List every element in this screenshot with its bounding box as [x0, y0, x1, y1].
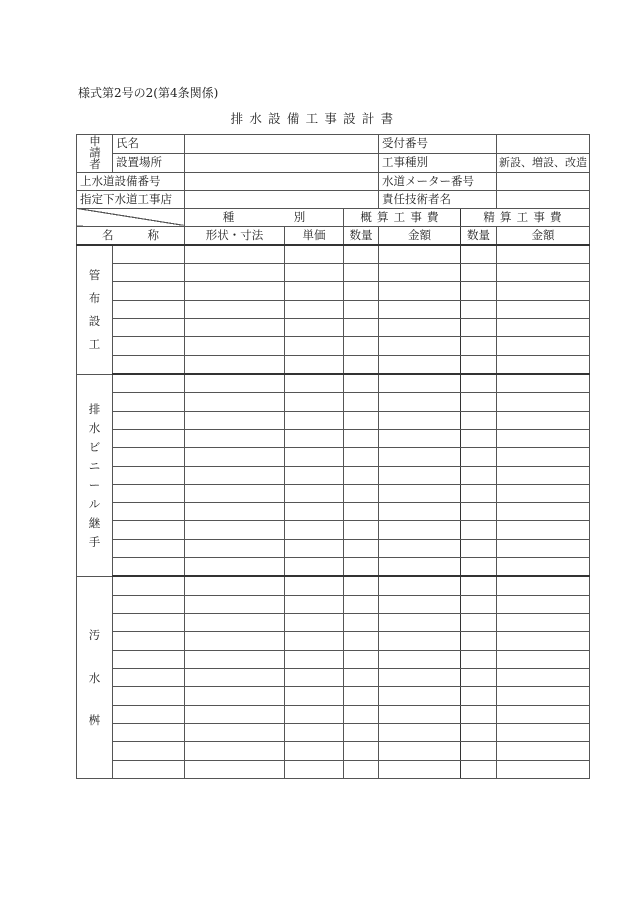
estimate-quantity-cell[interactable] — [344, 337, 379, 355]
unit-price-cell[interactable] — [285, 355, 344, 374]
item-name-cell[interactable] — [113, 521, 185, 539]
meter-no-label: 水道メーター番号 — [379, 172, 497, 190]
shape-size-cell[interactable] — [185, 650, 285, 668]
estimate-quantity-cell[interactable] — [344, 650, 379, 668]
estimate-amount-cell[interactable] — [379, 484, 461, 502]
applicant-label — [77, 135, 113, 173]
shape-size-cell[interactable] — [185, 576, 285, 595]
work-type-label: 工事種別 — [379, 153, 497, 172]
receipt-no-label: 受付番号 — [379, 135, 497, 154]
settlement-quantity-cell[interactable] — [461, 411, 497, 429]
estimate-amount-cell[interactable] — [379, 411, 461, 429]
group-label-char: 継 — [88, 515, 101, 530]
estimate-amount-cell[interactable] — [379, 300, 461, 318]
estimate-amount-cell[interactable] — [379, 705, 461, 723]
item-row — [77, 355, 590, 374]
estimate-amount-cell[interactable] — [379, 521, 461, 539]
settlement-amount-cell[interactable] — [497, 760, 590, 778]
estimate-amount-cell[interactable] — [379, 393, 461, 411]
unit-price-cell[interactable] — [285, 411, 344, 429]
estimate-quantity-header: 数量 — [344, 226, 379, 245]
shape-size-cell[interactable] — [185, 282, 285, 300]
group-label-char: 布 — [88, 291, 101, 306]
settlement-amount-cell[interactable] — [497, 466, 590, 484]
estimate-quantity-cell[interactable] — [344, 245, 379, 264]
item-row — [77, 429, 590, 447]
group-label-char: 水 — [88, 420, 101, 435]
unit-price-cell[interactable] — [285, 705, 344, 723]
name-col-header — [77, 226, 185, 245]
estimate-amount-cell[interactable] — [379, 760, 461, 778]
settlement-amount-header: 金額 — [497, 226, 590, 245]
item-name-cell[interactable] — [113, 448, 185, 466]
settlement-quantity-cell[interactable] — [461, 760, 497, 778]
contractor-field[interactable] — [185, 190, 379, 208]
settlement-amount-cell[interactable] — [497, 282, 590, 300]
item-row — [77, 614, 590, 632]
shape-size-cell[interactable] — [185, 557, 285, 576]
shape-size-cell[interactable] — [185, 448, 285, 466]
item-row — [77, 503, 590, 521]
item-name-cell[interactable] — [113, 355, 185, 374]
applicant-text: 申請者 — [88, 135, 102, 170]
design-form-table — [76, 134, 590, 779]
item-name-cell[interactable] — [113, 632, 185, 650]
settlement-quantity-cell[interactable] — [461, 466, 497, 484]
estimate-quantity-cell[interactable] — [344, 318, 379, 336]
unit-price-cell[interactable] — [285, 245, 344, 264]
unit-price-cell[interactable] — [285, 393, 344, 411]
estimate-amount-cell[interactable] — [379, 539, 461, 557]
shape-size-cell[interactable] — [185, 521, 285, 539]
settlement-amount-cell[interactable] — [497, 411, 590, 429]
category-header — [185, 208, 344, 226]
group-label-char: 汚 — [88, 627, 101, 642]
item-row — [77, 466, 590, 484]
shape-size-cell[interactable] — [185, 724, 285, 742]
shape-size-cell[interactable] — [185, 411, 285, 429]
settlement-amount-cell[interactable] — [497, 687, 590, 705]
settlement-amount-cell[interactable] — [497, 595, 590, 613]
shape-size-cell[interactable] — [185, 669, 285, 687]
estimate-quantity-cell[interactable] — [344, 632, 379, 650]
estimate-amount-cell[interactable] — [379, 245, 461, 264]
unit-price-cell[interactable] — [285, 632, 344, 650]
estimate-quantity-cell[interactable] — [344, 484, 379, 502]
estimate-quantity-cell[interactable] — [344, 705, 379, 723]
item-name-cell[interactable] — [113, 557, 185, 576]
estimate-amount-cell[interactable] — [379, 374, 461, 393]
settlement-quantity-cell[interactable] — [461, 318, 497, 336]
estimate-quantity-cell[interactable] — [344, 760, 379, 778]
engineer-label: 責任技術者名 — [379, 190, 497, 208]
shape-size-cell[interactable] — [185, 595, 285, 613]
group-label-char: 水 — [88, 670, 101, 685]
item-row — [77, 448, 590, 466]
settlement-quantity-cell[interactable] — [461, 687, 497, 705]
item-name-cell[interactable] — [113, 614, 185, 632]
settlement-quantity-cell[interactable] — [461, 724, 497, 742]
name-field[interactable] — [185, 135, 379, 154]
item-name-cell[interactable] — [113, 503, 185, 521]
estimate-amount-cell[interactable] — [379, 742, 461, 760]
item-name-cell[interactable] — [113, 429, 185, 447]
estimate-amount-cell[interactable] — [379, 282, 461, 300]
settlement-quantity-cell[interactable] — [461, 245, 497, 264]
item-row — [77, 724, 590, 742]
item-name-cell[interactable] — [113, 374, 185, 393]
item-row — [77, 687, 590, 705]
shape-size-cell[interactable] — [185, 337, 285, 355]
estimate-quantity-cell[interactable] — [344, 724, 379, 742]
shape-size-cell[interactable] — [185, 705, 285, 723]
settlement-amount-cell[interactable] — [497, 374, 590, 393]
estimate-quantity-cell[interactable] — [344, 614, 379, 632]
group-label-char: 排 — [88, 401, 101, 416]
unit-price-cell[interactable] — [285, 557, 344, 576]
estimate-amount-cell[interactable] — [379, 576, 461, 595]
item-name-cell[interactable] — [113, 595, 185, 613]
settlement-quantity-cell[interactable] — [461, 393, 497, 411]
settlement-quantity-cell[interactable] — [461, 539, 497, 557]
contractor-label: 指定下水道工事店 — [77, 190, 185, 208]
estimate-amount-header: 金額 — [379, 226, 461, 245]
estimate-amount-cell[interactable] — [379, 337, 461, 355]
item-row — [77, 669, 590, 687]
estimate-amount-cell[interactable] — [379, 318, 461, 336]
estimate-amount-cell[interactable] — [379, 669, 461, 687]
estimate-amount-cell[interactable] — [379, 614, 461, 632]
settlement-quantity-cell[interactable] — [461, 503, 497, 521]
group-label-char: 設 — [88, 313, 101, 328]
item-name-cell[interactable] — [113, 669, 185, 687]
group-label — [77, 245, 113, 375]
unit-price-cell[interactable] — [285, 337, 344, 355]
item-row — [77, 263, 590, 281]
settlement-amount-cell[interactable] — [497, 742, 590, 760]
item-row — [77, 484, 590, 502]
settlement-quantity-cell[interactable] — [461, 282, 497, 300]
estimate-quantity-cell[interactable] — [344, 742, 379, 760]
shape-size-cell[interactable] — [185, 632, 285, 650]
unit-price-cell[interactable] — [285, 650, 344, 668]
form-title: 排水設備工事設計書 — [230, 111, 400, 126]
estimate-quantity-cell[interactable] — [344, 687, 379, 705]
group-label-char: 工 — [88, 336, 101, 351]
settlement-quantity-cell[interactable] — [461, 614, 497, 632]
settlement-amount-cell[interactable] — [497, 669, 590, 687]
estimate-quantity-cell[interactable] — [344, 539, 379, 557]
shape-size-cell[interactable] — [185, 614, 285, 632]
settlement-amount-cell[interactable] — [497, 355, 590, 374]
estimate-quantity-cell[interactable] — [344, 429, 379, 447]
unit-price-cell[interactable] — [285, 484, 344, 502]
shape-size-header: 形状・寸法 — [185, 226, 285, 245]
engineer-field[interactable] — [497, 190, 590, 208]
settlement-amount-cell[interactable] — [497, 484, 590, 502]
item-row — [77, 539, 590, 557]
item-name-cell[interactable] — [113, 724, 185, 742]
name-col-header-b: 称 — [147, 227, 159, 242]
estimate-quantity-cell[interactable] — [344, 374, 379, 393]
settlement-quantity-cell[interactable] — [461, 650, 497, 668]
estimate-quantity-cell[interactable] — [344, 466, 379, 484]
group-label-char: 手 — [88, 534, 101, 549]
item-row — [77, 742, 590, 760]
location-label: 設置場所 — [113, 153, 185, 172]
estimate-amount-cell[interactable] — [379, 724, 461, 742]
shape-size-cell[interactable] — [185, 760, 285, 778]
item-row — [77, 282, 590, 300]
estimate-quantity-cell[interactable] — [344, 393, 379, 411]
water-facility-no-field[interactable] — [185, 172, 379, 190]
name-label: 氏名 — [113, 135, 185, 154]
unit-price-cell[interactable] — [285, 300, 344, 318]
shape-size-cell[interactable] — [185, 503, 285, 521]
item-row — [77, 650, 590, 668]
unit-price-cell[interactable] — [285, 576, 344, 595]
settlement-quantity-cell[interactable] — [461, 595, 497, 613]
settlement-quantity-cell[interactable] — [461, 355, 497, 374]
settlement-quantity-cell[interactable] — [461, 374, 497, 393]
item-row — [77, 318, 590, 336]
settlement-quantity-cell[interactable] — [461, 669, 497, 687]
settlement-quantity-header: 数量 — [461, 226, 497, 245]
settlement-amount-cell[interactable] — [497, 650, 590, 668]
settlement-quantity-cell[interactable] — [461, 705, 497, 723]
estimate-quantity-cell[interactable] — [344, 557, 379, 576]
settlement-quantity-cell[interactable] — [461, 448, 497, 466]
unit-price-cell[interactable] — [285, 374, 344, 393]
shape-size-cell[interactable] — [185, 263, 285, 281]
shape-size-cell[interactable] — [185, 742, 285, 760]
group-label-char: ル — [88, 496, 101, 511]
item-name-cell[interactable] — [113, 705, 185, 723]
estimate-amount-cell[interactable] — [379, 595, 461, 613]
estimate-amount-cell[interactable] — [379, 355, 461, 374]
unit-price-cell[interactable] — [285, 521, 344, 539]
location-field[interactable] — [185, 153, 379, 172]
group-label — [77, 576, 113, 778]
estimate-quantity-cell[interactable] — [344, 411, 379, 429]
estimate-quantity-cell[interactable] — [344, 300, 379, 318]
unit-price-cell[interactable] — [285, 742, 344, 760]
estimate-header: 概算工事費 — [344, 208, 461, 226]
estimate-quantity-cell[interactable] — [344, 263, 379, 281]
shape-size-cell[interactable] — [185, 429, 285, 447]
unit-price-cell[interactable] — [285, 669, 344, 687]
estimate-quantity-cell[interactable] — [344, 448, 379, 466]
unit-price-cell[interactable] — [285, 595, 344, 613]
receipt-no-field[interactable] — [497, 135, 590, 154]
settlement-amount-cell[interactable] — [497, 318, 590, 336]
unit-price-cell[interactable] — [285, 429, 344, 447]
unit-price-cell[interactable] — [285, 687, 344, 705]
settlement-amount-cell[interactable] — [497, 503, 590, 521]
item-row — [77, 393, 590, 411]
item-name-cell[interactable] — [113, 760, 185, 778]
settlement-amount-cell[interactable] — [497, 429, 590, 447]
item-row — [77, 595, 590, 613]
unit-price-cell[interactable] — [285, 282, 344, 300]
group-label-char: 桝 — [88, 713, 101, 728]
item-name-cell[interactable] — [113, 466, 185, 484]
settlement-amount-cell[interactable] — [497, 245, 590, 264]
group-label-char: ー — [88, 477, 101, 492]
unit-price-cell[interactable] — [285, 539, 344, 557]
item-name-cell[interactable] — [113, 393, 185, 411]
item-name-cell[interactable] — [113, 650, 185, 668]
shape-size-cell[interactable] — [185, 300, 285, 318]
form-code: 様式第2号の2(第4条関係) — [78, 86, 219, 100]
settlement-quantity-cell[interactable] — [461, 429, 497, 447]
item-name-cell[interactable] — [113, 742, 185, 760]
item-row — [77, 374, 590, 393]
settlement-quantity-cell[interactable] — [461, 484, 497, 502]
shape-size-cell[interactable] — [185, 484, 285, 502]
item-name-cell[interactable] — [113, 411, 185, 429]
settlement-header: 精算工事費 — [461, 208, 590, 226]
settlement-quantity-cell[interactable] — [461, 632, 497, 650]
item-name-cell[interactable] — [113, 263, 185, 281]
settlement-quantity-cell[interactable] — [461, 576, 497, 595]
settlement-quantity-cell[interactable] — [461, 521, 497, 539]
item-name-cell[interactable] — [113, 576, 185, 595]
settlement-amount-cell[interactable] — [497, 263, 590, 281]
item-name-cell[interactable] — [113, 245, 185, 264]
estimate-quantity-cell[interactable] — [344, 355, 379, 374]
item-row — [77, 300, 590, 318]
estimate-quantity-cell[interactable] — [344, 595, 379, 613]
estimate-quantity-cell[interactable] — [344, 521, 379, 539]
item-row — [77, 760, 590, 778]
unit-price-cell[interactable] — [285, 503, 344, 521]
group-label-char: 管 — [88, 268, 101, 283]
settlement-quantity-cell[interactable] — [461, 742, 497, 760]
estimate-quantity-cell[interactable] — [344, 669, 379, 687]
item-row — [77, 576, 590, 595]
item-name-cell[interactable] — [113, 539, 185, 557]
settlement-quantity-cell[interactable] — [461, 263, 497, 281]
unit-price-header: 単価 — [285, 226, 344, 245]
item-name-cell[interactable] — [113, 337, 185, 355]
item-name-cell[interactable] — [113, 318, 185, 336]
item-row — [77, 557, 590, 576]
category-header-b: 別 — [293, 209, 306, 224]
settlement-quantity-cell[interactable] — [461, 300, 497, 318]
settlement-amount-cell[interactable] — [497, 337, 590, 355]
unit-price-cell[interactable] — [285, 318, 344, 336]
settlement-amount-cell[interactable] — [497, 521, 590, 539]
estimate-amount-cell[interactable] — [379, 466, 461, 484]
estimate-amount-cell[interactable] — [379, 687, 461, 705]
item-row — [77, 705, 590, 723]
water-facility-no-label: 上水道設備番号 — [77, 172, 185, 190]
settlement-amount-cell[interactable] — [497, 632, 590, 650]
settlement-amount-cell[interactable] — [497, 393, 590, 411]
item-row — [77, 521, 590, 539]
name-col-header-a: 名 — [102, 227, 114, 242]
unit-price-cell[interactable] — [285, 614, 344, 632]
item-name-cell[interactable] — [113, 282, 185, 300]
shape-size-cell[interactable] — [185, 393, 285, 411]
settlement-amount-cell[interactable] — [497, 539, 590, 557]
settlement-amount-cell[interactable] — [497, 557, 590, 576]
shape-size-cell[interactable] — [185, 466, 285, 484]
unit-price-cell[interactable] — [285, 466, 344, 484]
group-label-char: ビ — [88, 439, 101, 454]
settlement-amount-cell[interactable] — [497, 724, 590, 742]
group-label — [77, 374, 113, 576]
item-name-cell[interactable] — [113, 300, 185, 318]
item-row — [77, 245, 590, 264]
unit-price-cell[interactable] — [285, 263, 344, 281]
estimate-quantity-cell[interactable] — [344, 282, 379, 300]
estimate-amount-cell[interactable] — [379, 632, 461, 650]
settlement-quantity-cell[interactable] — [461, 557, 497, 576]
item-name-cell[interactable] — [113, 484, 185, 502]
unit-price-cell[interactable] — [285, 724, 344, 742]
unit-price-cell[interactable] — [285, 760, 344, 778]
settlement-amount-cell[interactable] — [497, 300, 590, 318]
item-name-cell[interactable] — [113, 687, 185, 705]
estimate-amount-cell[interactable] — [379, 263, 461, 281]
estimate-amount-cell[interactable] — [379, 429, 461, 447]
estimate-amount-cell[interactable] — [379, 650, 461, 668]
settlement-amount-cell[interactable] — [497, 448, 590, 466]
estimate-quantity-cell[interactable] — [344, 503, 379, 521]
group-label-char: ニ — [88, 458, 101, 473]
unit-price-cell[interactable] — [285, 448, 344, 466]
item-row — [77, 632, 590, 650]
settlement-quantity-cell[interactable] — [461, 337, 497, 355]
shape-size-cell[interactable] — [185, 318, 285, 336]
estimate-amount-cell[interactable] — [379, 448, 461, 466]
item-row — [77, 337, 590, 355]
meter-no-field[interactable] — [497, 172, 590, 190]
shape-size-cell[interactable] — [185, 245, 285, 264]
category-header-a: 種 — [222, 209, 235, 224]
estimate-amount-cell[interactable] — [379, 503, 461, 521]
estimate-amount-cell[interactable] — [379, 557, 461, 576]
shape-size-cell[interactable] — [185, 539, 285, 557]
diagonal-header-cell — [77, 208, 185, 226]
shape-size-cell[interactable] — [185, 374, 285, 393]
shape-size-cell[interactable] — [185, 687, 285, 705]
shape-size-cell[interactable] — [185, 355, 285, 374]
settlement-amount-cell[interactable] — [497, 705, 590, 723]
work-type-options[interactable]: 新設、増設、改造 — [497, 153, 590, 172]
item-row — [77, 411, 590, 429]
settlement-amount-cell[interactable] — [497, 576, 590, 595]
settlement-amount-cell[interactable] — [497, 614, 590, 632]
estimate-quantity-cell[interactable] — [344, 576, 379, 595]
